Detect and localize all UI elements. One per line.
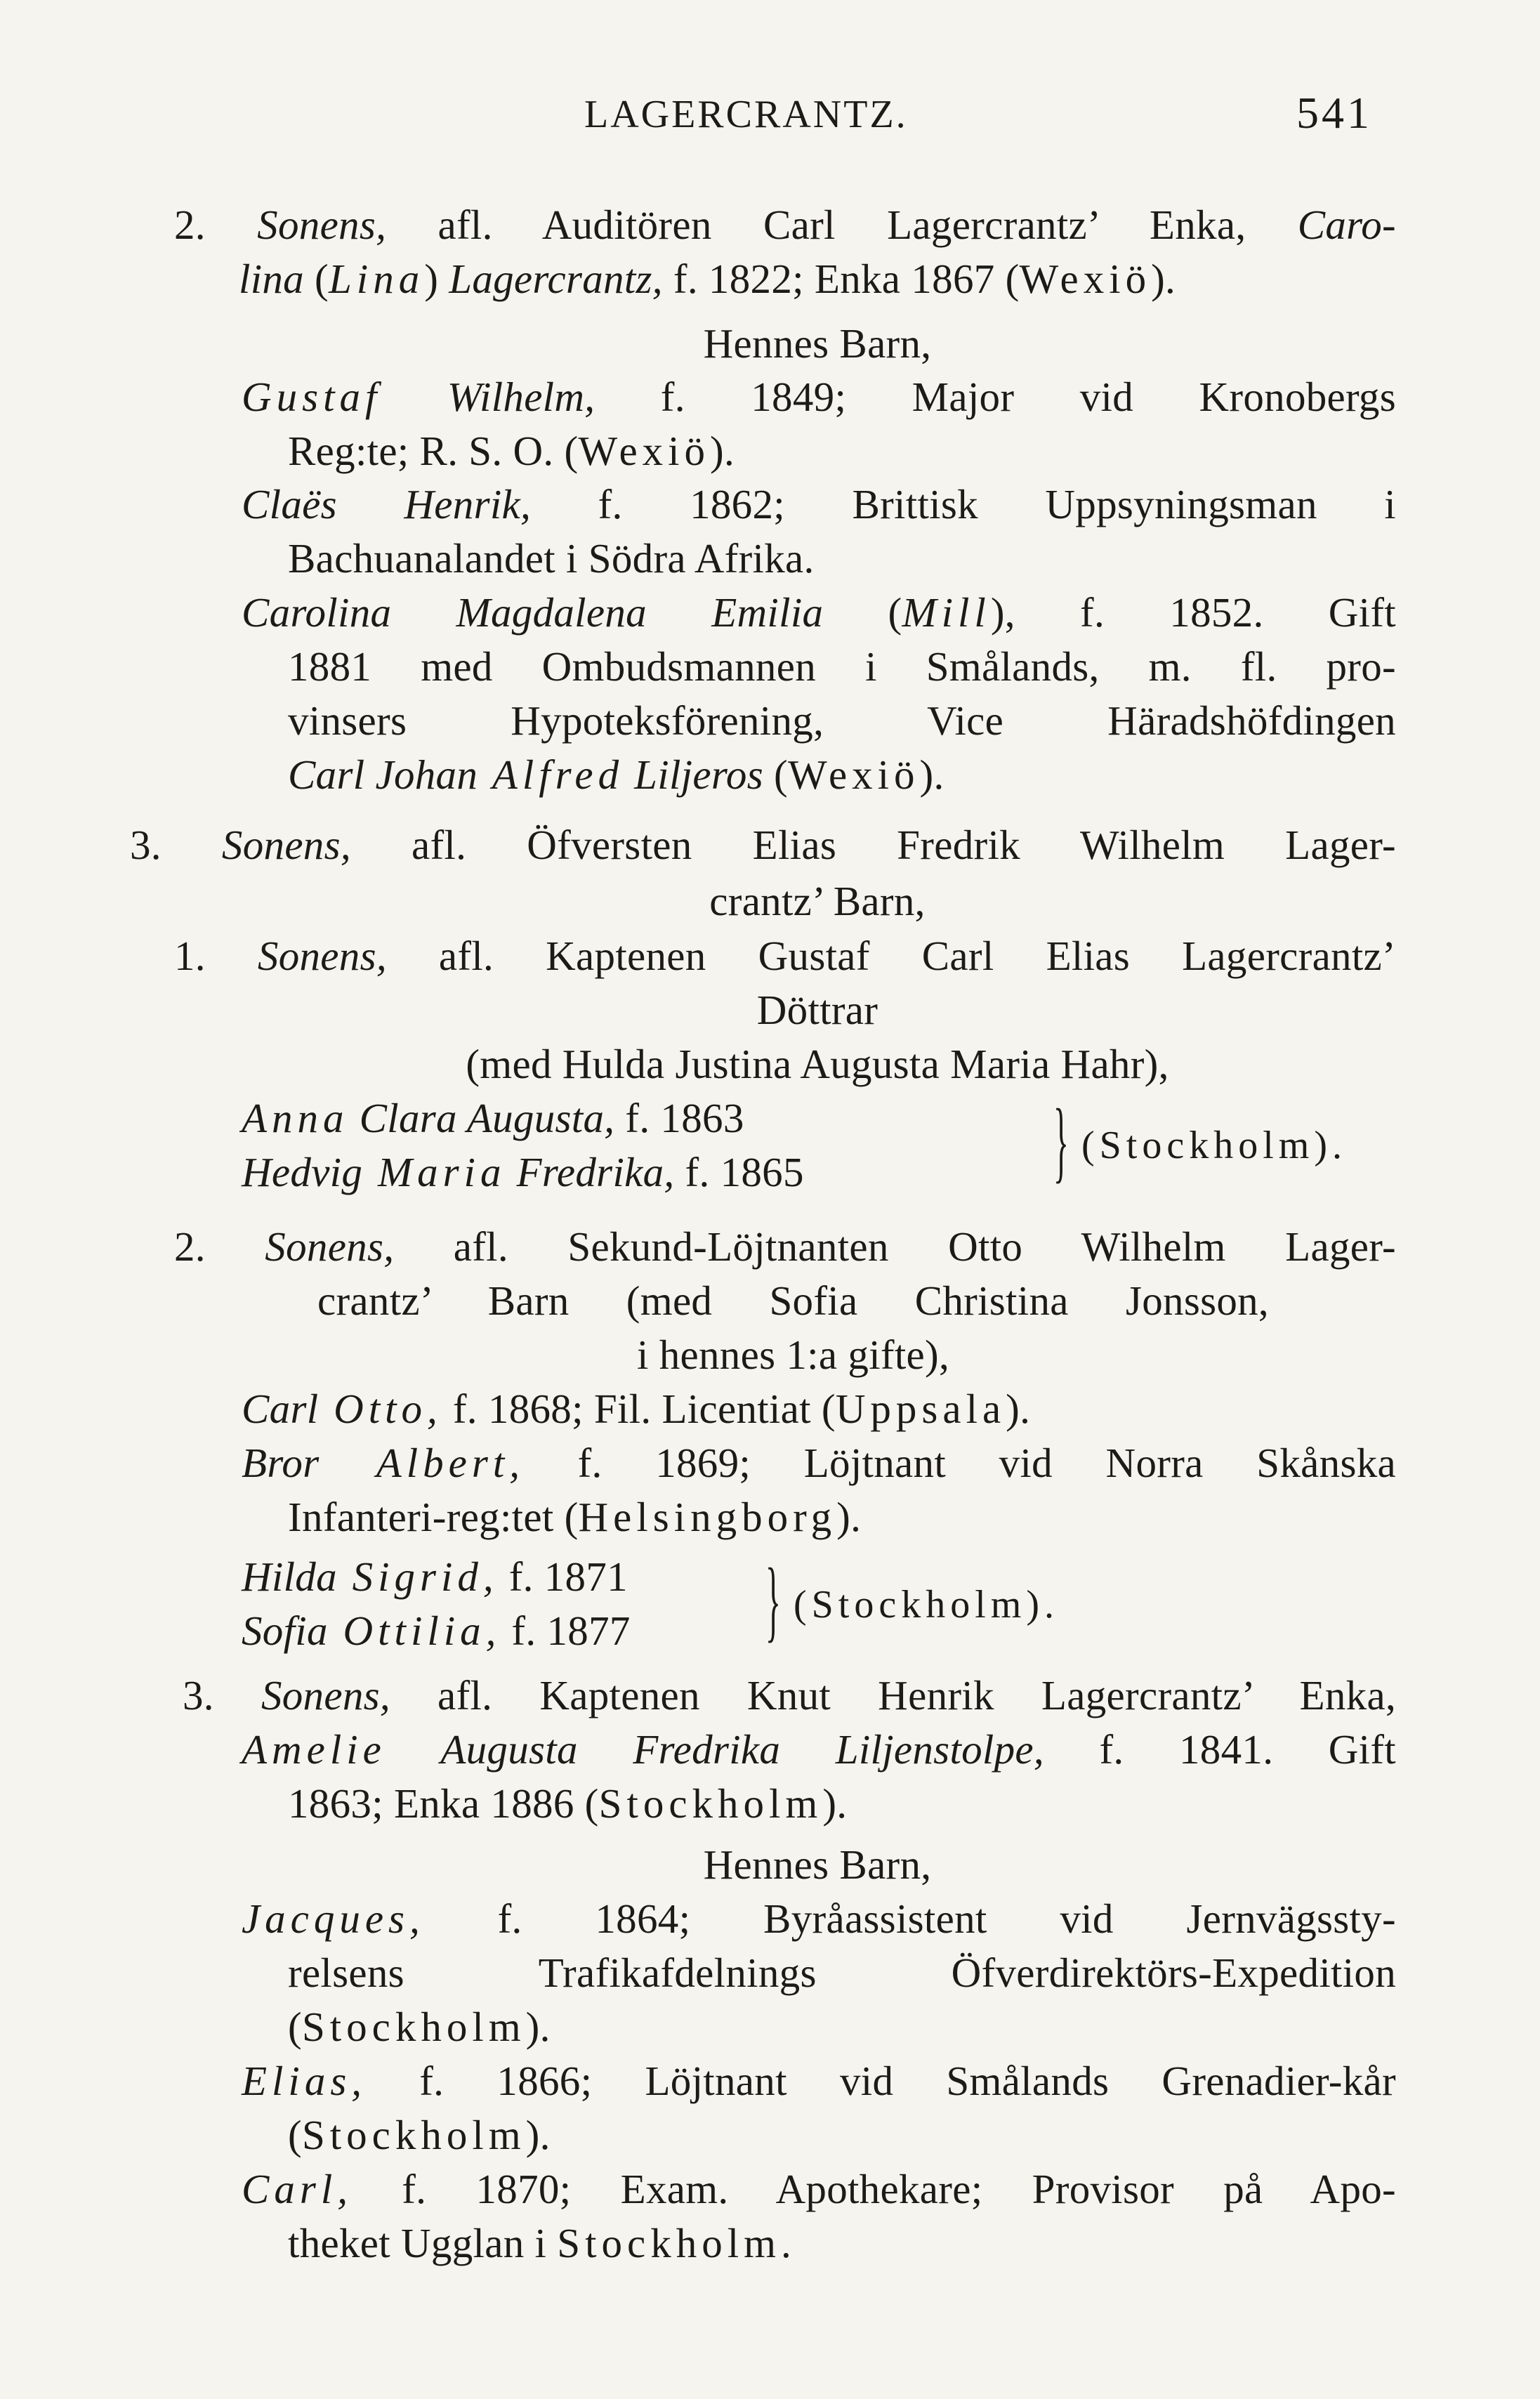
entry-line: 1881 med Ombudsmannen i Smålands, m. fl. pro- [288,643,1396,690]
entry-line: (Stockholm). [288,2004,551,2050]
entry-line: Carolina Magdalena Emilia (Mill), f. 1852. Gift [242,589,1396,636]
entry-line: Infanteri-reg:tet (Helsingborg). [288,1494,862,1540]
brace: } [765,1550,781,1651]
section-heading: Hennes Barn, [703,320,932,367]
entry-line: Elias, f. 1866; Löjtnant vid Smålands Grenadier-kår [242,2058,1396,2104]
entry-line: vinsers Hypoteksförening, Vice Häradshöfdingen [288,697,1396,744]
entry-line: 1. Sonens, afl. Kaptenen Gustaf Carl Elias Lagercrantz’ [174,933,1396,979]
entry-line: Anna Clara Augusta, f. 1863 [242,1095,744,1141]
entry-line: Carl Otto, f. 1868; Fil. Licentiat (Uppsala). [242,1386,1031,1432]
entry-line: crantz’ Barn, [709,878,926,924]
brace: } [1053,1091,1069,1192]
entry-line: i hennes 1:a gifte), [636,1332,950,1378]
entry-line: 3. Sonens, afl. Kaptenen Knut Henrik Lagercrantz’ Enka, [183,1672,1396,1718]
entry-line: Döttrar [756,987,878,1033]
entry-line: crantz’ Barn (med Sofia Christina Jonsson, [317,1277,1269,1324]
section-heading: Hennes Barn, [703,1841,932,1888]
entry-line: Hilda Sigrid, f. 1871 [242,1553,628,1600]
entry-line: Carl Johan Alfred Liljeros (Wexiö). [288,751,945,798]
entry-line: Carl, f. 1870; Exam. Apothekare; Provisor på Apo- [242,2166,1396,2212]
entry-line: Bror Albert, f. 1869; Löjtnant vid Norra Skånska [242,1440,1397,1486]
entry-line: Claës Henrik, f. 1862; Brittisk Uppsyningsman i [242,481,1396,527]
entry-line: Reg:te; R. S. O. (Wexiö). [288,428,735,474]
place-note: (Stockholm). [794,1583,1059,1626]
running-title: LAGERCRANTZ. [584,93,908,136]
entry-line: relsens Trafikafdelnings Öfverdirektörs-Expedition [288,1950,1396,1996]
entry-line: Sofia Ottilia, f. 1877 [242,1608,631,1654]
entry-line: (Stockholm). [288,2112,551,2158]
entry-line: 1863; Enka 1886 (Stockholm). [288,1780,848,1827]
page-number: 541 [1296,88,1372,138]
entry-line: lina (Lina) Lagercrantz, f. 1822; Enka 1867 (Wexiö). [239,256,1176,302]
entry-line: 3. Sonens, afl. Öfversten Elias Fredrik Wilhelm Lager- [130,822,1396,868]
entry-line: Gustaf Wilhelm, f. 1849; Major vid Kronobergs [242,374,1396,420]
place-note: (Stockholm). [1081,1124,1347,1167]
entry-line: Jacques, f. 1864; Byråassistent vid Jernvägssty- [242,1895,1396,1942]
entry-line: Bachuanalandet i Södra Afrika. [288,535,815,581]
entry-line: 2. Sonens, afl. Auditören Carl Lagercrantz’ Enka, Caro- [174,202,1396,248]
entry-line: Amelie Augusta Fredrika Liljenstolpe, f. 1841. Gift [242,1726,1396,1773]
entry-line: Hedvig Maria Fredrika, f. 1865 [242,1149,804,1195]
entry-line: (med Hulda Justina Augusta Maria Hahr), [466,1041,1169,1087]
entry-line: 2. Sonens, afl. Sekund-Löjtnanten Otto Wilhelm Lager- [174,1223,1397,1270]
entry-line: theket Ugglan i Stockholm. [288,2220,792,2266]
